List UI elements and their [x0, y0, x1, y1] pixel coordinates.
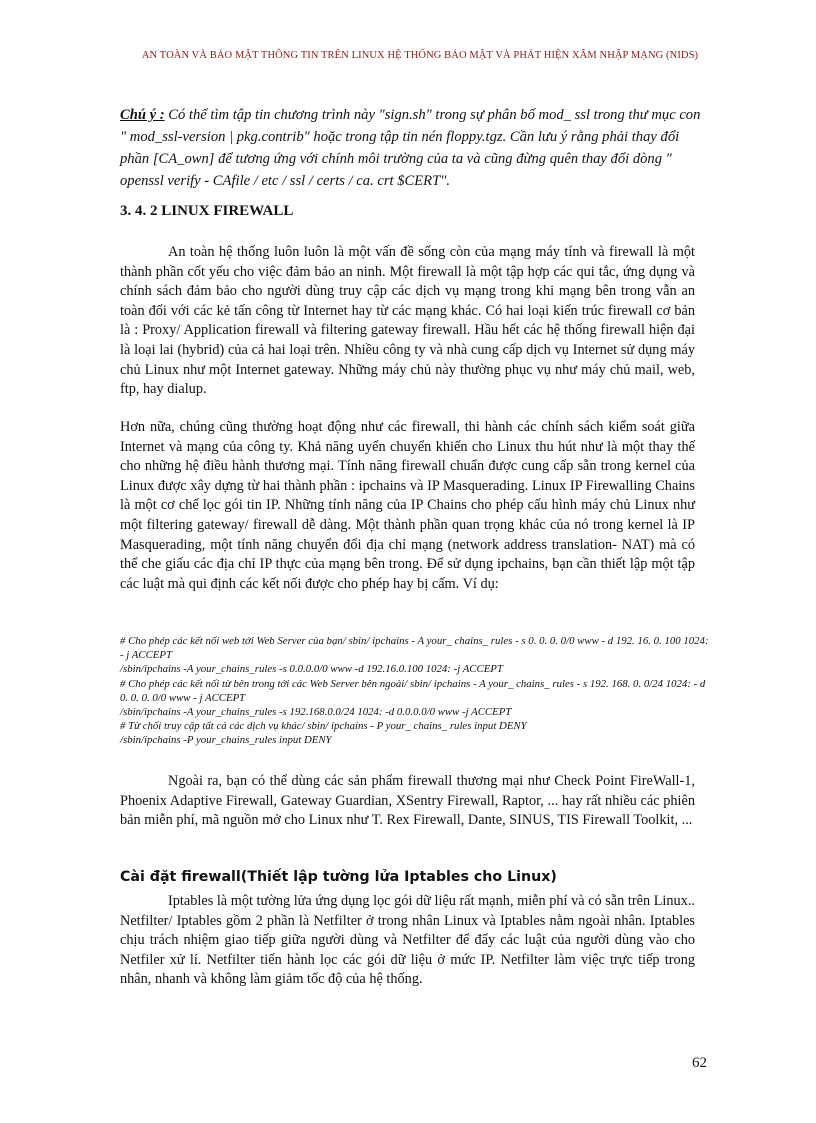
paragraph-products: Ngoài ra, bạn có thể dùng các sản phẩm firewall thương mại như Check Point FireWall-1, Phoenix Adaptive Firewall, Gateway Guardian, XSentry Firewall, Raptor, ... hay rất nhiều các phiên bản miễn phí, mã nguồn mở cho Linux như T. Rex Firewall, Dante, SINUS, TIS Firewall Toolkit, ... — [120, 773, 695, 829]
code-line: # Cho phép các kết nối từ bên trong tới các Web Server bên ngoài/ sbin/ ipchains - A your_ chains_ rules - s 192. 168. 0. 0/24 1024: - d 0. 0. 0. 0/0 www - j ACCEPT — [120, 677, 706, 704]
section-title: 3. 4. 2 LINUX FIREWALL — [120, 203, 294, 219]
subheading-iptables: Cài đặt firewall(Thiết lập tường lửa Iptables cho Linux) — [120, 869, 557, 885]
code-example — [120, 634, 710, 748]
code-line: /sbin/ipchains -A your_chains_rules -s 192.168.0.0/24 1024: -d 0.0.0.0/0 www -j ACCEPT — [120, 706, 512, 719]
code-line: /sbin/ipchains -A your_chains_rules -s 0.0.0.0/0 www -d 192.16.0.100 1024: -j ACCEPT — [120, 663, 503, 676]
note-label: Chú ý : — [120, 107, 165, 123]
code-line: # Từ chối truy cập tất cả các dịch vụ khác/ sbin/ ipchains - P your_ chains_ rules input DENY — [120, 720, 527, 733]
code-line: /sbin/ipchains -P your_chains_rules input DENY — [120, 734, 332, 747]
note-block — [120, 104, 705, 192]
paragraph-intro: An toàn hệ thống luôn luôn là một vấn đề sống còn của mạng máy tính và firewall là một thành phần cốt yếu cho việc đảm bảo an ninh. Một firewall là một tập hợp các qui tắc, ứng dụng và chính sách đảm bảo cho người dùng truy cập các dịch vụ mạng trong khi mạng bên trong vẫn an toàn đối với các kẻ tấn công từ Internet hay từ các mạng khác. Có hai loại kiến trúc firewall cơ bản là : Proxy/ Application firewall và filtering gateway firewall. Hầu hết các hệ thống firewall hiện đại là loại lai (hybrid) của cả hai loại trên. Nhiều công ty và nhà cung cấp dịch vụ Internet sử dụng máy chủ Linux như một Internet gateway. Những máy chủ này thường phục vụ như máy chủ mail, web, ftp, hay dialup. — [120, 244, 695, 398]
paragraph-ipchains: Hơn nữa, chúng cũng thường hoạt động như các firewall, thi hành các chính sách kiểm soát giữa Internet và mạng của công ty. Khả năng uyển chuyển khiến cho Linux thu hút như là một thay thế cho những hệ điều hành thương mại. Tính năng firewall chuẩn được cung cấp sẵn trong kernel của Linux được xây dựng từ hai thành phần : ipchains và IP Masquerading. Linux IP Firewalling Chains là một cơ chế lọc gói tin IP. Những tính năng của IP Chains cho phép cấu hình máy chủ Linux như một filtering gateway/ firewall dễ dàng. Một thành phần quan trọng khác của nó trong kernel là IP Masquerading, một tính năng chuyển đổi địa chỉ mạng (network address translation- NAT) mà có thể che giấu các địa chỉ IP thực của mạng bên trong. Để sử dụng ipchains, bạn cần thiết lập một tập các luật mà qui định các kết nối được cho phép hay bị cấm. Ví dụ: — [120, 419, 695, 592]
note-text: Có thể tìm tập tin chương trình này "sign.sh" trong sự phân bố mod_ ssl trong thư mục con " mod_ssl-version | pkg.contrib" hoặc trong tập tin nén floppy.tgz. Cần lưu ý rằng phải thay đổi phần [CA_own] để tương ứng với chính môi trường của ta và cũng đừng quên thay đổi dòng " openssl verify - CAfile / etc / ssl / certs / ca. crt $CERT". — [120, 107, 701, 189]
page-header: AN TOÀN VÀ BẢO MẬT THÔNG TIN TRÊN LINUX HỆ THỐNG BẢO MẬT VÀ PHÁT HIỆN XÂM NHẬP MẠNG (NIDS) — [141, 50, 699, 61]
paragraph-iptables: Iptables là một tường lửa ứng dụng lọc gói dữ liệu rất mạnh, miễn phí và có sẵn trên Linux.. Netfilter/ Iptables gồm 2 phần là Netfilter ở trong nhân Linux và Iptables nằm ngoài nhân. Iptables chịu trách nhiệm giao tiếp giữa người dùng và Netfilter để đẩy các luật của người dùng vào cho Netfiler xử lí. Netfilter tiến hành lọc các gói dữ liệu ở mức IP. Netfilter làm việc trực tiếp trong nhân, nhanh và không làm giảm tốc độ của hệ thống. — [120, 893, 695, 988]
code-line: # Cho phép các kết nối web tới Web Server của bạn/ sbin/ ipchains - A your_ chains_ rules - s 0. 0. 0. 0/0 www - d 192. 16. 0. 100 1024: - j ACCEPT — [120, 635, 709, 662]
page-number: 62 — [692, 1055, 707, 1071]
